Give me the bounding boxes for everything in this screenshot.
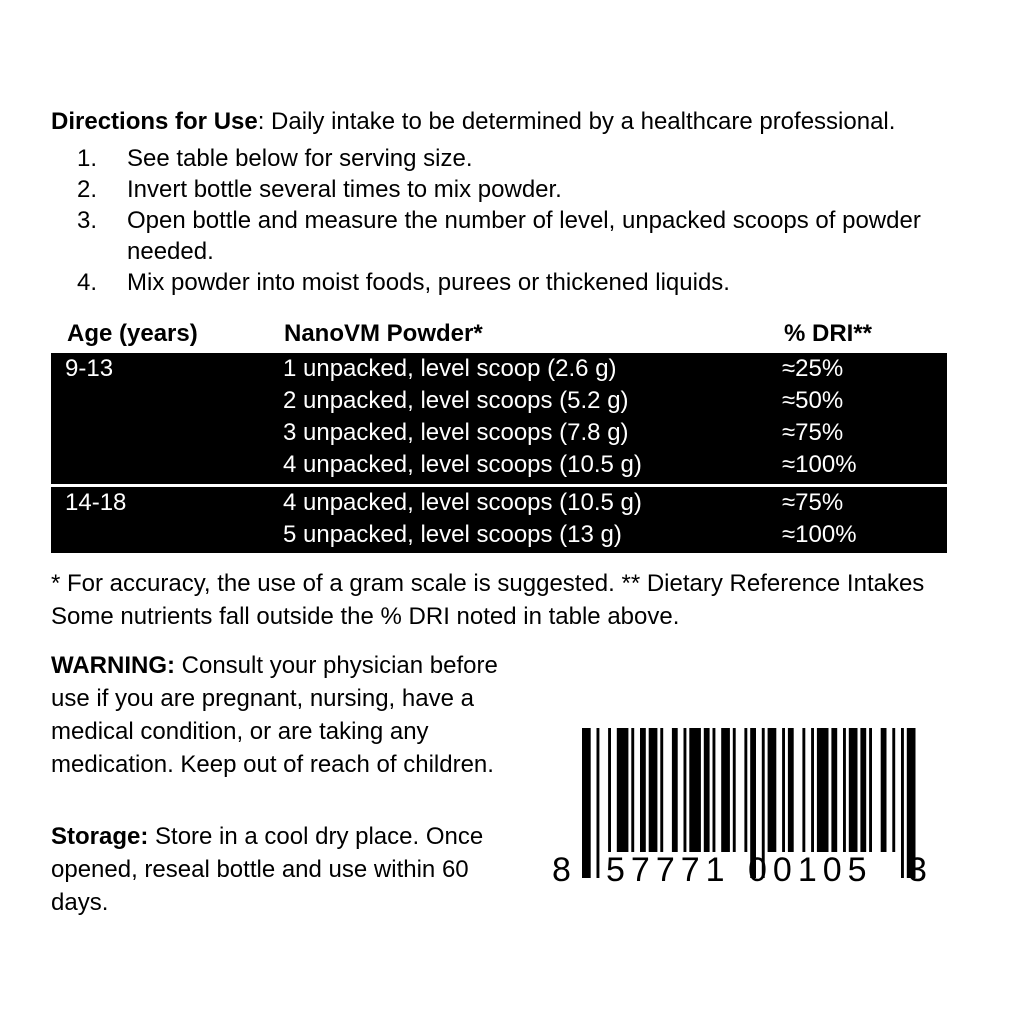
barcode-bar <box>869 728 872 852</box>
age-cell: 14-18 <box>65 489 127 516</box>
barcode-bar <box>649 728 658 852</box>
barcode-bar <box>597 728 600 878</box>
directions-heading: Directions for Use <box>51 108 258 135</box>
barcode-bar <box>640 728 646 852</box>
barcode-bar <box>689 728 701 852</box>
powder-cell: 5 unpacked, level scoops (13 g) <box>283 521 622 548</box>
step-text: See table below for serving size. <box>127 145 473 172</box>
barcode-bar <box>881 728 887 852</box>
age-cell: 9-13 <box>65 355 114 382</box>
warning-label: WARNING: <box>51 652 175 679</box>
step-number: 2. <box>77 176 98 203</box>
directions-steps <box>77 143 957 298</box>
barcode-bar <box>849 728 858 852</box>
powder-cell: 2 unpacked, level scoops (5.2 g) <box>283 387 629 414</box>
powder-cell: 3 unpacked, level scoops (7.8 g) <box>283 419 629 446</box>
dri-cell: ≈25% <box>782 355 844 382</box>
warning-text: Consult your physician before use if you are pregnant, nursing, have a medical condition, or are taking any medication. Keep out of reach of children. <box>51 652 498 778</box>
table-row <box>51 519 947 551</box>
upc-barcode <box>548 722 938 892</box>
step-text: Mix powder into moist foods, purees or thickened liquids. <box>127 269 730 296</box>
barcode-digit-first: 8 <box>552 851 571 889</box>
table-row <box>51 449 947 481</box>
barcode-bar <box>744 728 747 852</box>
dri-cell: ≈50% <box>782 387 844 414</box>
powder-cell: 4 unpacked, level scoops (10.5 g) <box>283 489 642 516</box>
directions-intro <box>51 106 895 138</box>
barcode-bar <box>811 728 814 852</box>
barcode-bar <box>802 728 805 852</box>
barcode-bar <box>768 728 777 852</box>
barcode-digits-right: 00105 <box>748 851 873 889</box>
table-row <box>51 417 947 449</box>
barcode-bar <box>631 728 634 852</box>
barcode-bar <box>860 728 866 852</box>
dri-cell: ≈100% <box>782 451 857 478</box>
dri-cell: ≈75% <box>782 489 844 516</box>
header-powder: NanoVM Powder* <box>284 320 483 347</box>
direction-step <box>77 267 957 298</box>
barcode-bar <box>831 728 837 852</box>
serving-table <box>51 318 947 553</box>
barcode-bar <box>843 728 846 852</box>
barcode-bar <box>672 728 678 852</box>
barcode-bar <box>721 728 730 852</box>
barcode-bar <box>582 728 591 878</box>
step-text: Invert bottle several times to mix powder. <box>127 176 562 203</box>
table-row <box>51 487 947 519</box>
step-number: 1. <box>77 145 98 172</box>
barcode-bar <box>782 728 785 852</box>
table-row <box>51 353 947 385</box>
barcode-bar <box>660 728 663 852</box>
powder-cell: 4 unpacked, level scoops (10.5 g) <box>283 451 642 478</box>
dri-cell: ≈100% <box>782 521 857 548</box>
age-group-14-18 <box>51 487 947 553</box>
barcode-bar <box>817 728 829 852</box>
table-row <box>51 385 947 417</box>
header-age: Age (years) <box>67 320 198 347</box>
table-header <box>51 318 947 353</box>
storage-text: Store in a cool dry place. Once opened, reseal bottle and use within 60 days. <box>51 823 484 916</box>
directions-section <box>51 106 895 138</box>
storage-section <box>51 820 521 919</box>
header-dri: % DRI** <box>784 320 873 347</box>
barcode-bar <box>608 728 611 852</box>
step-number: 3. <box>77 207 98 234</box>
age-group-9-13 <box>51 353 947 484</box>
barcode-bar <box>901 728 904 878</box>
step-number: 4. <box>77 269 98 296</box>
direction-step <box>77 143 957 174</box>
barcode-bar <box>733 728 736 852</box>
direction-step <box>77 174 957 205</box>
dri-cell: ≈75% <box>782 419 844 446</box>
barcode-bar <box>788 728 794 852</box>
storage-label: Storage: <box>51 823 149 850</box>
barcode-bar <box>684 728 687 852</box>
barcode-bar <box>704 728 710 852</box>
barcode-digit-last: 3 <box>908 851 927 889</box>
barcode-bar <box>617 728 629 852</box>
table-footnote: * For accuracy, the use of a gram scale is suggested. ** Dietary Reference Intakes Some nutrients fall outside the % DRI noted in table above. <box>51 570 925 630</box>
barcode-bar <box>892 728 895 852</box>
powder-cell: 1 unpacked, level scoop (2.6 g) <box>283 355 617 382</box>
warning-section <box>51 649 521 781</box>
barcode-digits-left: 57771 <box>606 851 731 889</box>
barcode-bar <box>713 728 716 852</box>
direction-step <box>77 205 957 267</box>
directions-intro-text: : Daily intake to be determined by a healthcare professional. <box>257 108 896 135</box>
step-text: Open bottle and measure the number of level, unpacked scoops of powder needed. <box>127 207 921 265</box>
